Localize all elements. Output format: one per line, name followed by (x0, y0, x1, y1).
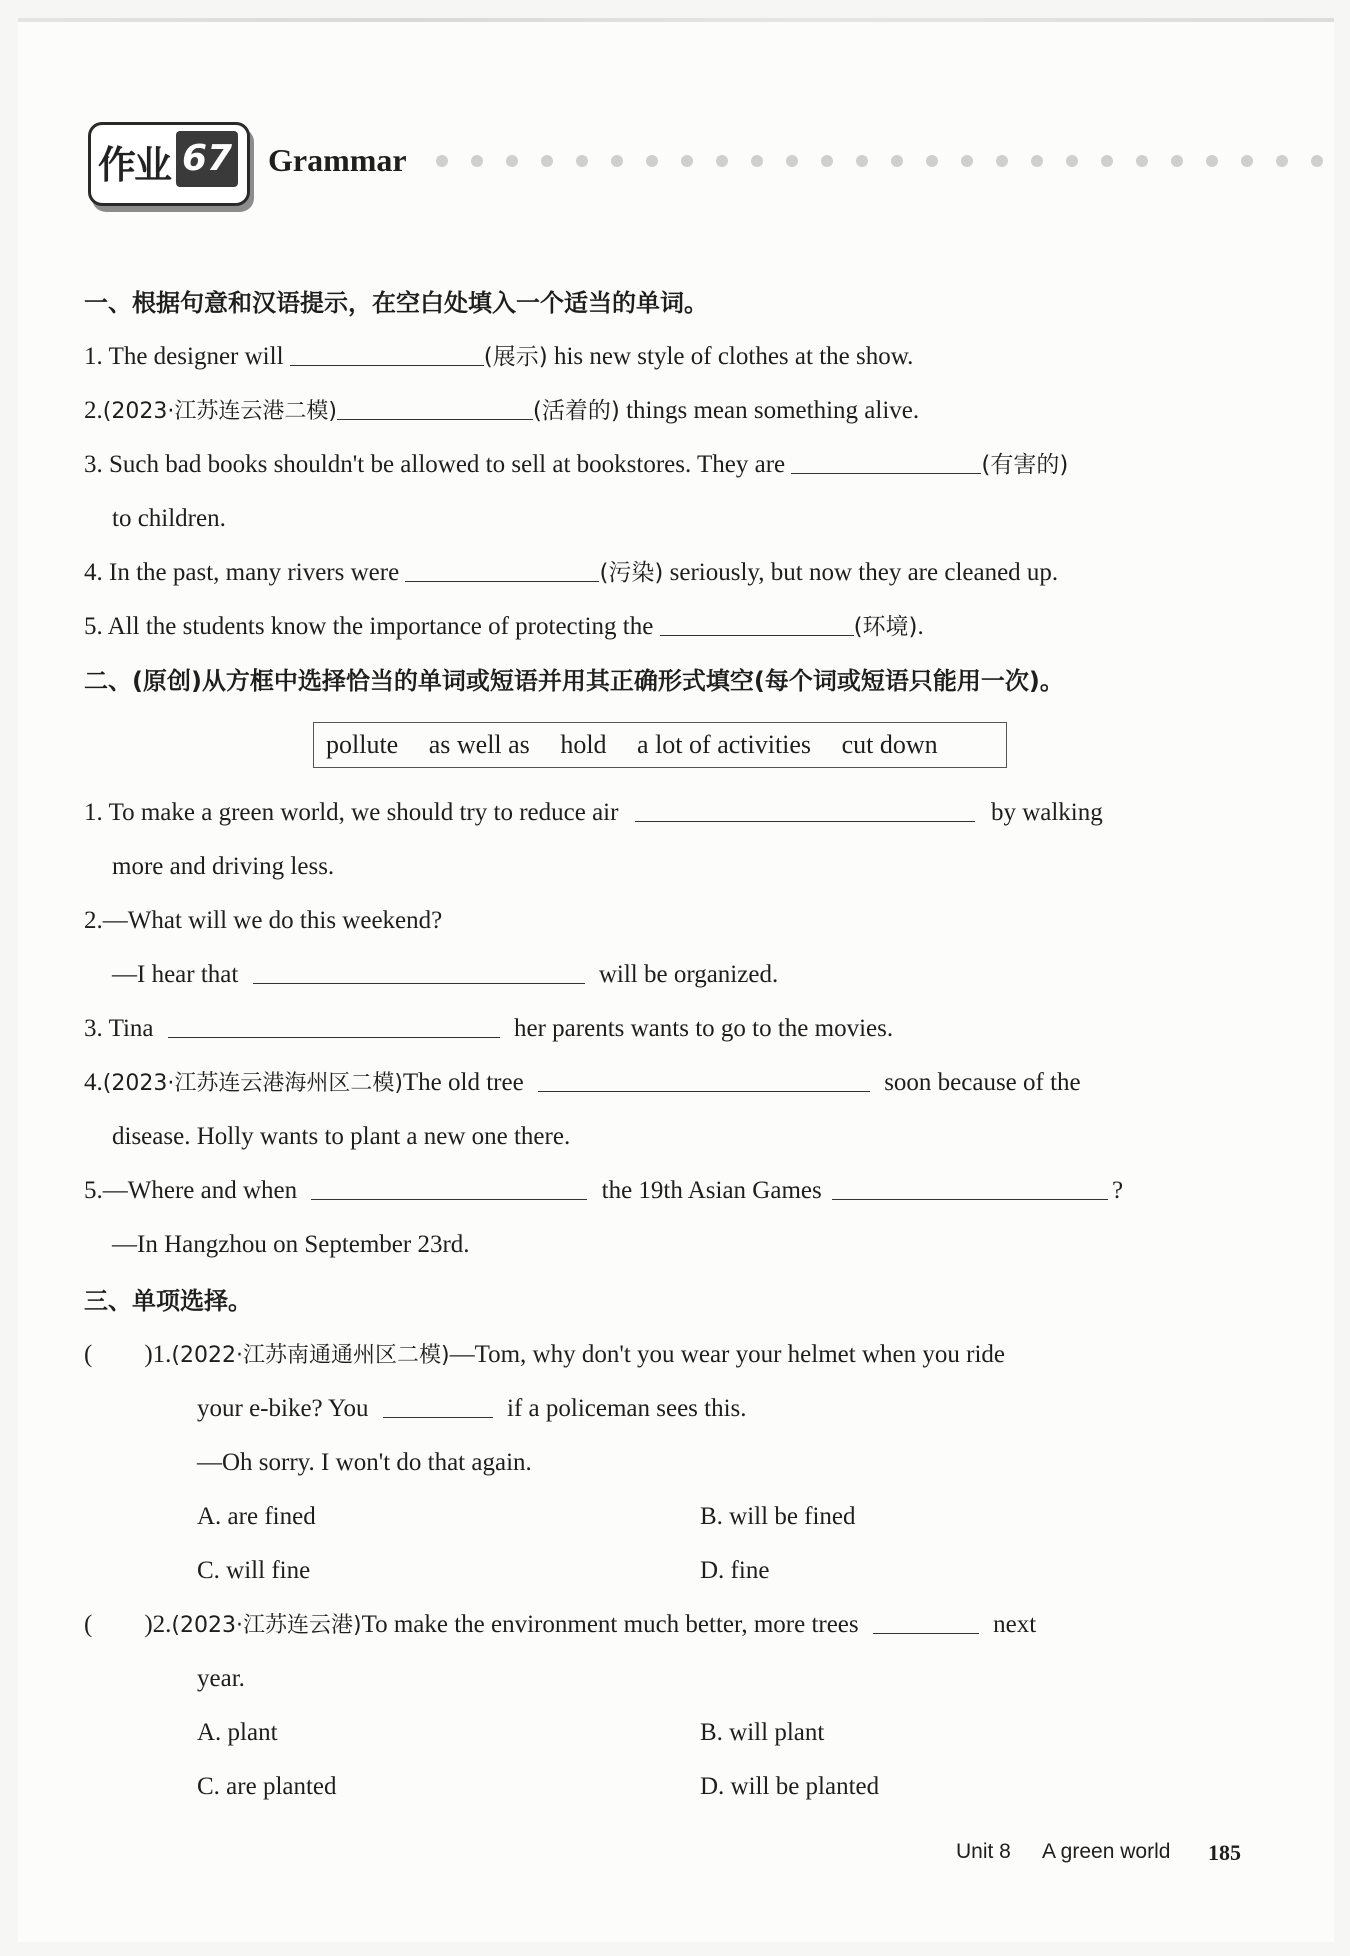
rule-dot (716, 155, 728, 167)
word-option: as well as (428, 730, 530, 759)
rule-dot (1031, 155, 1043, 167)
q-text: by walking (990, 799, 1103, 826)
answer-blank (873, 1609, 979, 1634)
part2-q2-reply (112, 958, 778, 992)
source-note: (2023·江苏连云港海州区二模) (102, 1071, 403, 1096)
option-c[interactable]: C. will fine (197, 1557, 311, 1584)
q-number: 4. (84, 559, 103, 586)
q-text: All the students know the importance of protecting the (107, 613, 654, 640)
rule-dot (611, 155, 623, 167)
answer-blank[interactable] (253, 959, 585, 984)
word-option: pollute (326, 730, 399, 759)
q-text: the 19th Asian Games (601, 1177, 822, 1204)
rule-dot (926, 155, 938, 167)
q-number: )2. (144, 1611, 172, 1638)
rule-dot (576, 155, 588, 167)
q-number: 4. (84, 1069, 103, 1096)
part3-heading: 三、单项选择。 (84, 1287, 252, 1315)
word-option: hold (560, 730, 607, 759)
answer-paren-open[interactable]: ( (84, 1611, 93, 1638)
q-number: 3. (84, 1015, 103, 1042)
rule-dot (996, 155, 1008, 167)
rule-dot (821, 155, 833, 167)
section-title: Grammar (268, 142, 407, 178)
part2-q4 (84, 1066, 1081, 1101)
word-option: a lot of activities (637, 730, 812, 759)
chinese-hint: (活着的) (532, 398, 620, 424)
option-a[interactable]: A. plant (197, 1719, 278, 1746)
source-note: (2023·江苏连云港二模) (102, 399, 337, 424)
part3-q1-reply: —Oh sorry. I won't do that again. (197, 1449, 532, 1476)
q-text: The designer will (108, 343, 284, 370)
q-number: 3. (84, 451, 103, 478)
q-number: 1. (84, 799, 103, 826)
rule-dot (961, 155, 973, 167)
q-number: )1. (144, 1341, 172, 1368)
answer-paren-open[interactable]: ( (84, 1341, 93, 1368)
part1-q5 (84, 610, 924, 644)
homework-number: 67 (176, 131, 238, 187)
q-number: 5. (84, 613, 103, 640)
q-text: seriously, but now they are cleaned up. (669, 559, 1059, 586)
part1-q3 (84, 448, 1068, 482)
answer-blank[interactable] (660, 611, 854, 636)
q-text: In the past, many rivers were (109, 559, 400, 586)
part3-q1 (84, 1338, 1005, 1373)
q-text: The old tree (402, 1069, 524, 1096)
option-d[interactable]: D. will be planted (700, 1773, 880, 1800)
rule-dot (786, 155, 798, 167)
q-text: her parents wants to go to the movies. (514, 1015, 894, 1042)
answer-blank[interactable] (290, 341, 484, 366)
q-text: soon because of the (884, 1069, 1081, 1096)
source-note: (2023·江苏连云港) (171, 1613, 362, 1638)
word-box (313, 722, 1007, 768)
q-text: —Where and when (102, 1177, 298, 1204)
part3-q2 (84, 1608, 1036, 1643)
rule-dot (1311, 155, 1323, 167)
chinese-hint: (环境) (853, 614, 918, 640)
part2-q1 (84, 796, 1103, 830)
option-a[interactable]: A. are fined (197, 1503, 316, 1530)
part1-q3-cont: to children. (112, 505, 226, 532)
part2-q5 (84, 1174, 1123, 1208)
rule-dot (1276, 155, 1288, 167)
source-note: (2022·江苏南通通州区二模) (171, 1343, 450, 1368)
q-text: To make a green world, we should try to reduce air (108, 799, 619, 826)
answer-blank[interactable] (311, 1175, 587, 1200)
answer-blank[interactable] (168, 1013, 500, 1038)
q-text: —I hear that (112, 961, 239, 988)
rule-dot (1171, 155, 1183, 167)
rule-dot (471, 155, 483, 167)
option-d[interactable]: D. fine (700, 1557, 770, 1584)
part2-heading: 二、(原创)从方框中选择恰当的单词或短语并用其正确形式填空(每个词或短语只能用一次)。 (84, 667, 1064, 695)
page-number: 185 (1208, 1840, 1241, 1865)
answer-blank[interactable] (635, 797, 975, 822)
footer-unit: Unit 8 (956, 1840, 1011, 1863)
rule-dot (646, 155, 658, 167)
chinese-hint: (有害的) (981, 452, 1069, 478)
chinese-hint: (污染) (599, 560, 664, 586)
part2-q4-cont: disease. Holly wants to plant a new one there. (112, 1123, 571, 1150)
rule-dot (681, 155, 693, 167)
q-number: 5. (84, 1177, 103, 1204)
q-text: —Tom, why don't you wear your helmet when you ride (449, 1341, 1005, 1368)
word-option: cut down (841, 730, 938, 759)
rule-dot (1066, 155, 1078, 167)
part1-q1 (84, 340, 913, 374)
dotted-rule (436, 155, 1336, 169)
rule-dot (506, 155, 518, 167)
part2-q5-reply: —In Hangzhou on September 23rd. (112, 1231, 470, 1258)
q-text: if a policeman sees this. (507, 1395, 747, 1422)
q-text: —What will we do this weekend? (102, 907, 443, 934)
part1-heading: 一、根据句意和汉语提示，在空白处填入一个适当的单词。 (84, 289, 708, 317)
footer-unit-title: A green world (1042, 1840, 1171, 1863)
answer-blank[interactable] (405, 557, 599, 582)
q-text: Tina (108, 1015, 154, 1042)
answer-blank (383, 1393, 493, 1418)
rule-dot (751, 155, 763, 167)
q-text: To make the environment much better, more trees (361, 1611, 859, 1638)
q-text: your e-bike? You (197, 1395, 369, 1422)
part3-q2-cont: year. (197, 1665, 245, 1692)
part1-q4 (84, 556, 1058, 590)
q-number: 2. (84, 907, 103, 934)
part2-q1-cont: more and driving less. (112, 853, 335, 880)
q-number: 2. (84, 397, 103, 424)
chinese-hint: (展示) (483, 344, 548, 370)
q-number: 1. (84, 343, 103, 370)
option-b[interactable]: B. will plant (700, 1719, 825, 1746)
rule-dot (436, 155, 448, 167)
answer-blank[interactable] (538, 1067, 870, 1092)
rule-dot (856, 155, 868, 167)
option-b[interactable]: B. will be fined (700, 1503, 856, 1530)
q-text: . (917, 613, 924, 640)
part2-q2 (84, 904, 442, 938)
answer-blank[interactable] (337, 395, 533, 420)
q-text: his new style of clothes at the show. (553, 343, 914, 370)
q-text: will be organized. (598, 961, 779, 988)
part3-q1-cont (197, 1392, 747, 1426)
rule-dot (1136, 155, 1148, 167)
q-text: things mean something alive. (626, 397, 920, 424)
option-c[interactable]: C. are planted (197, 1773, 337, 1800)
part2-q3 (84, 1012, 893, 1046)
q-text: Such bad books shouldn't be allowed to sell at bookstores. They are (109, 451, 786, 478)
rule-dot (1206, 155, 1218, 167)
rule-dot (1101, 155, 1113, 167)
part1-q2 (84, 394, 919, 429)
rule-dot (891, 155, 903, 167)
rule-dot (541, 155, 553, 167)
q-text: next (993, 1611, 1037, 1638)
answer-blank[interactable] (832, 1175, 1108, 1200)
rule-dot (1241, 155, 1253, 167)
homework-label: 作业 (98, 143, 171, 187)
q-text: ? (1111, 1177, 1124, 1204)
answer-blank[interactable] (791, 449, 981, 474)
